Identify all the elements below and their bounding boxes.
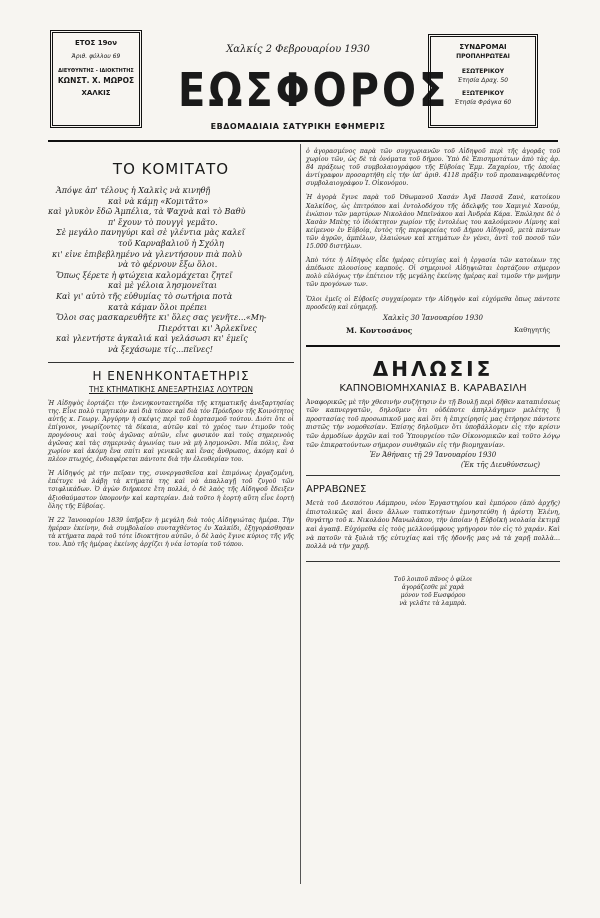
- masthead-right-box: [428, 34, 538, 128]
- poem-line: Σὲ μεγάλο πανηγύρι καὶ σὲ γλέντια μὰς καλεῖ: [56, 228, 245, 238]
- footer-line: μόνον τοῦ Εωσφόρου: [400, 591, 466, 599]
- dilosis-heading: ΔΗΛΩΣΙΣ: [372, 356, 494, 381]
- article-paragraph: Ἡ ἀγορὰ ἔγινε παρὰ τοῦ Ὀθωμανοῦ Χασάν Ἀγᾶ Πασσᾶ Ζανὲ, κατοίκου Χαλκίδος, ὡς ἐπιτρόπου καὶ ἐντολοδόχου τῆς ἀδελφῆς του Χαμιγιὲ Χανούμ, ἐνώπιον τῶν μαρτύρων Νικολάου Μπεϊνάκου καὶ Ἀνδρέα Κάρα. Ἐπώλησε δὲ ὁ Χασὰν Μπὲης τὸ ἰδιόκτητον χωρίον τῆς ἐντολέως του καλούμενον Λίμνης καὶ κείμενον ἐν Εὐβοίᾳ, ἐντὸς τῆς περιφερείας τοῦ Δήμου Αἰδηψοῦ, μετὰ πάντων τῶν ἀγρῶν, ἀμπέλων, ἐλαιώνων καὶ κτημάτων ἐν γένει, ἀντὶ τοῦ ποσοῦ τῶν 15.000 διστήλων.: [306, 194, 560, 251]
- footer-line: Τοῦ λοιποῦ πᾶνος ὁ φίλοι: [393, 575, 473, 583]
- article-signature: [346, 326, 550, 335]
- right-column: [306, 146, 560, 608]
- enenikontaetiris-subheading: ΤΗΣ ΚΤΗΜΑΤΙΚΗΣ ΑΝΕΞΑΡΤΗΣΙΑΣ ΛΟΥΤΡΩΝ: [89, 384, 253, 394]
- komitato-heading: ΤΟ ΚΟΜΙΤΑΤΟ: [112, 160, 230, 178]
- article-paragraph: ὁ ἀγορασμένος παρὰ τῶν συγχωριανῶν τοῦ Αἰδηψοῦ περὶ τῆς ἀγορᾶς τοῦ χωρίου τῶν, ὡς δὲ τὰ ὀνόματα τοῦ δήμου. Ὑπὸ δὲ Ἐπισημοτάτων ἀπὸ τὰς ἀρ. 84 πράξεως τοῦ συμβολαιογράφου τῆς Εὐβοίας Ἐμμ. Ζαχαρίου, τῆς ὁποίας ἀντίγραφον προσαρτήθη εἰς τὴν ὑπ' ἀριθ. 4118 πρᾶξιν τοῦ προπαναφερθέντος συμβολαιογράφου Ἰ. Οἰκονόμου.: [306, 148, 560, 188]
- article-paragraph: Ἀπὸ τότε ἡ Αἰδηψὸς εἶδε ἡμέρας εὐτυχίας καὶ ἡ ἐργασία τῶν κατοίκων της ἀπέδωσε πλουσίους καρπούς. Οἱ σημερινοὶ Αἰδηψιῶται ἑορτάζουν σήμερον πολὺ εὐλόγως τὴν ἐπέτειον τῆς μεγάλης ἐκείνης ἡμέρας καὶ τιμοῦν τὴν μνήμην τῶν προγόνων των.: [306, 257, 560, 289]
- poem-line: καὶ γλεντήστε ἀγκαλιά καὶ γελάσωσι κι' ἐμεῖς: [56, 334, 248, 344]
- article-paragraph: Ἡ Αἰδηψὸς ἑορτάζει τὴν ἐνενηκονταετηρίδα τῆς κτηματικῆς ἀνεξαρτησίας της. Εἶνε πολὺ τιμητικὸν καὶ διὰ τόπον καὶ διὰ τὸν Πρόεδρον τῆς Κοινότητος αὐτῆς κ. Γεωργ. Ἀργύρην ἡ σκέψις περὶ τοῦ ἑορτασμοῦ τούτου. Διότι ὅτε οἱ ἐπίγονοι, γνωρίζοντες τὰ δίκαια, αὐτῶν καὶ τὸ χρέος των ἐτιμοῦν τοὺς προγόνους καὶ τοὺς ἀγῶνας αὐτῶν, εἶνε φυσικὸν καὶ τοὺς σημερινοὺς ἀγῶνας καὶ τὰς σημερινὰς ἀγωνίας των νὰ μὴ λησμονῶσι. Μία πόλις, ἕνα χωρίον καὶ ἀκόμη ἕνα σπίτι καὶ γενικῶς καὶ ἕνας ἄνθρωπος, ἀκόμη καὶ ὁ πλέον πτωχός, ἐνδιαφέρεται πάντοτε διὰ τὴν ἐλευθερίαν του.: [48, 399, 294, 464]
- footer-verse: [306, 576, 560, 608]
- city-name: ΧΑΛΚΙΣ: [81, 89, 111, 97]
- masthead-rule: [48, 140, 558, 142]
- enenikontaetiris-heading: Η ΕΝΕΝΗΚΟΝΤΑΕΤΗΡΙΣ: [92, 368, 250, 383]
- poem-line: τοῦ Καρναβαλιοῦ ἡ Σχόλη: [118, 238, 224, 248]
- issue-date: Χαλκίς 2 Φεβρουαρίου 1930: [226, 44, 370, 55]
- newspaper-title: ΕΩΣΦΟΡΟΣ: [178, 64, 450, 118]
- poem-line: Καὶ γι' αὐτὸ τῆς εὐθυμίας τὸ σωτήρια ποτὰ: [56, 291, 233, 301]
- poem-line: καὶ νὰ κάμῃ «Κομιτᾶτο»: [108, 196, 209, 206]
- poem-line: νὰ τὸ φέρνουν ἔξω ὅλοι.: [118, 260, 218, 270]
- article-dateline: Χαλκὶς 30 Ἰανουαρίου 1930: [383, 313, 483, 322]
- director-name: ΚΩΝΣΤ. Χ. ΜΩΡΟΣ: [57, 76, 135, 85]
- section-rule: [306, 475, 560, 476]
- foreign-price: Ἐτησία Φράγκα 60: [454, 99, 512, 106]
- poem-line: κι' εἶνε ἐπιβεβλημένο νὰ γλεντήσουν πιὰ πολὺ: [52, 249, 242, 259]
- poem-line: Ἀπόψε ἀπ' τέλους ἡ Χαλκὶς νὰ κινηθῇ: [56, 186, 211, 195]
- column-divider: [300, 144, 301, 884]
- signature-name: Μ. Κοντοσάνος: [346, 325, 413, 335]
- section-rule: [306, 345, 560, 347]
- poem-line: Πιερότται κι' Ἀρλεκῖνες: [158, 323, 257, 333]
- domestic-price: Ἐτησία Δραχ. 50: [457, 77, 509, 84]
- section-rule: [48, 362, 294, 363]
- domestic-label: ΕΣΩΤΕΡΙΚΟΥ: [461, 68, 505, 75]
- dilosis-dateline: Ἐν Ἀθήναις τῇ 29 Ἰανουαρίου 1930: [369, 451, 497, 460]
- prepaid-label: ΠΡΟΠΛΗΡΩΤΕΑΙ: [456, 53, 510, 60]
- arravones-heading: ΑΡΡΑΒΩΝΕΣ: [306, 484, 367, 496]
- section-rule: [306, 561, 560, 562]
- poem-line: καὶ μὲ γέλοια λησμονεῖται: [108, 281, 218, 291]
- newspaper-page: [38, 22, 574, 902]
- footer-line: νὰ γελᾶτε τὰ λαμπρὰ.: [399, 599, 467, 607]
- left-column: [48, 146, 294, 549]
- article-paragraph: Ἡ 22 Ἰανουαρίου 1839 ὑπῆρξεν ἡ μεγάλη διὰ τοὺς Αἰδηψιώτας ἡμέρα. Τὴν ἡμέραν ἐκείνην, διὰ συμβολαίου συνταχθέντος ἐν Χαλκίδι, ἐξηγοράσθησαν τὰ κτήματα παρὰ τοῦ τότε ἰδιοκτήτου αὐτῶν, ὁ δὲ λαὸς ἔγινε κύριος τῆς γῆς του. Ἀπὸ τῆς ἡμέρας ἐκείνης ἀρχίζει ἡ νέα ἱστορία τοῦ τόπου.: [48, 516, 294, 548]
- poem-line: καὶ γλυκὸν ἔδῶ Ἀμπέλια, τὰ Ψαχνὰ καὶ τὸ Βαθὺ: [48, 207, 246, 217]
- foreign-label: ΕΞΩΤΕΡΙΚΟΥ: [462, 90, 504, 97]
- dilosis-subheading: ΚΑΠΝΟΒΙΟΜΗΧΑΝΙΑΣ Β. ΚΑΡΑΒΑΣΙΛΗ: [339, 382, 527, 394]
- poem-line: Ὅλοι σας μασκαρευθῆτε κι' ὅλες σας γενῆτε...«Μη-: [56, 313, 267, 323]
- dilosis-note: (Ἐκ τῆς Διευθύνσεως): [460, 461, 540, 470]
- masthead-left-box: [50, 30, 142, 128]
- poem-line: κατὰ κάμαν ὅλοι πρέπει: [108, 302, 207, 312]
- issue-number: Ἀριθ. φύλλου 69: [71, 53, 121, 60]
- poem-line: Ὅπως ξέρετε ἡ φτώχεια καλομάχεται ζητεῖ: [56, 270, 233, 280]
- poem-line: νὰ ξεχάσωμε τίς...πεῖνες!: [108, 344, 213, 354]
- director-label: ΔΙΕΥΘΥΝΤΗΣ - ΙΔΙΟΚΤΗΤΗΣ: [58, 68, 134, 74]
- footer-line: ἀγοράζεσθε μὲ χαρὰ: [401, 583, 465, 591]
- newspaper-subtitle: ΕΒΔΟΜΑΔΙΑΙΑ ΣΑΤΥΡΙΚΗ ΕΦΗΜΕΡΙΣ: [210, 122, 386, 131]
- dilosis-text: Ἀναφορικῶς μὲ τὴν χθεσινὴν συζήτησιν ἐν τῇ Βουλῇ περὶ δῆθεν καταπιέσεως τῶν καπνεργατῶν, δηλοῦμεν ὅτι οὐδέποτε ἀπηλλάγημεν μελέτης ἢ προστασίας τοῦ προσωπικοῦ μας καὶ ὅτι ἡ ἐπιχείρησίς μας ἐτήρησε πάντοτε πιστῶς τὴν νομοθεσίαν. Ἐπίσης δηλοῦμεν ὅτι ὑποβάλλομεν εἰς τὴν κρίσιν τῶν ἁρμοδίων ἀρχῶν καὶ τοῦ Ὑπουργείου τῶν Οἰκονομικῶν καὶ τοῦτο λόγῳ τῶν ἐπικρατούντων σήμερον συνθηκῶν εἰς τὴν βιομηχανίαν.: [306, 397, 560, 449]
- article-paragraph: Ὅλοι ἐμεῖς οἱ Εὐβοεῖς συγχαίρομεν τὴν Αἰδηψὸν καὶ εὐχόμεθα ὅπως πάντοτε προοδεύῃ καὶ εὐημερῇ.: [306, 295, 560, 311]
- subscriptions-label: ΣΥΝΔΡΟΜΑΙ: [459, 43, 507, 51]
- poem-line: π' ἔχουν τὸ πουγγὶ γεμᾶτο.: [108, 217, 218, 227]
- issue-year: ΕΤΟΣ 19ον: [74, 39, 118, 47]
- article-paragraph: Ἡ Αἰδηψός μὲ τὴν πεῖραν της, συνεργασθεῖσα καὶ ἐπιμόνως ἐργαζομένη, ἐπέτυχε νὰ λάβῃ τὰ κτήματά της καὶ νὰ ἀπαλλαγῇ τοῦ ζυγοῦ τῶν τσιφλικάδων. Ὁ ἀγὼν διήρκεσε ἔτη πολλά, ὁ δὲ λαὸς τῆς Αἰδηψοῦ ἔδειξεν ἀξιοθαύμαστον ὑπομονὴν καὶ καρτερίαν. Διὰ τοῦτο ἡ ἑορτὴ αὕτη εἶνε ἑορτὴ ὅλης τῆς Εὐβοίας.: [48, 470, 294, 510]
- komitato-poem: [48, 186, 294, 356]
- signature-role: Καθηγητής: [514, 325, 550, 334]
- arravones-text: Μετὰ τοῦ Δεσπότου Λάμπρου, νέου Ἐργαστηρίου καὶ ἐμπόρου (ἀπὸ ἀρχῆς) ἐπιστολικῶς καὶ ἄνευ ἄλλων τυπικοτήτων ἐμνηστεύθη ἡ ἀρίστη Ἑλένη, θυγάτηρ τοῦ κ. Νικολάου Μανωλάκου, τὴν ὁποίαν ἡ Εὐβοϊκὴ νεολαία ἐκτιμᾷ καὶ ἀγαπᾷ. Εὐχόμεθα εἰς τοὺς μελλονύμφους γρήγορον τὸν εἰς τὸ χαράν. Καὶ νὰ πατοῦν τὰ ξυλιὰ τῆς εὐτυχίας καὶ τῆς ἡδονῆς μας νὰ τὰ χαρῇ πολλὰ... πολλὰ νὰ τὴν χαρῇ.: [306, 499, 560, 551]
